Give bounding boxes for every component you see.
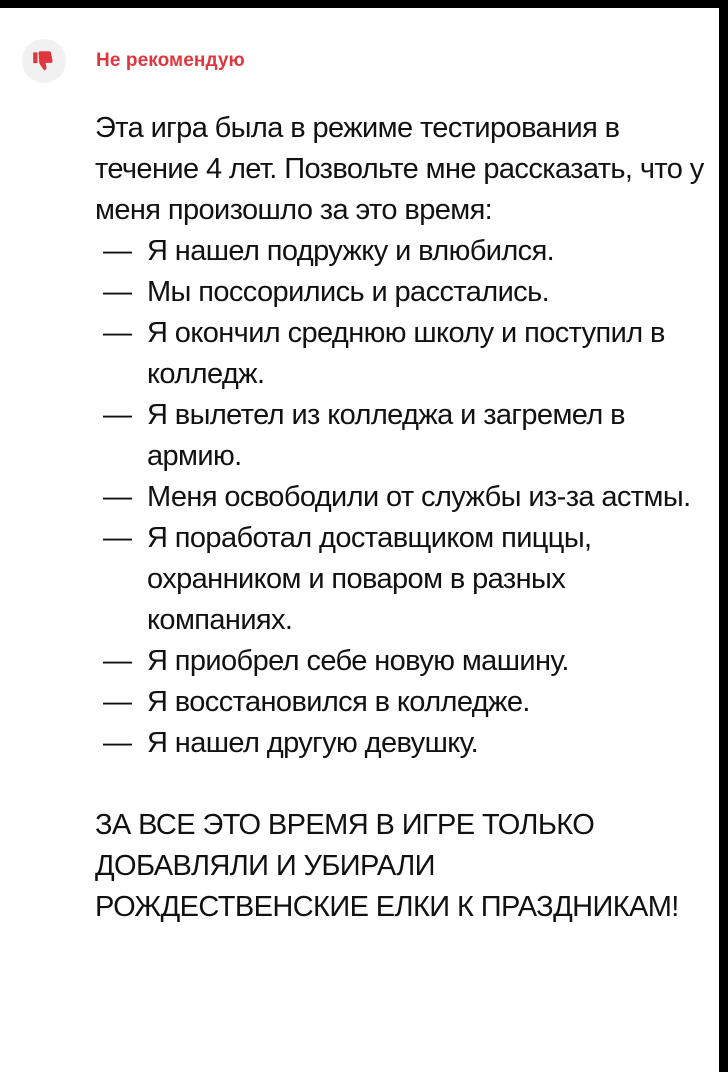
- list-item-text: Мы поссорились и расстались.: [147, 276, 550, 308]
- review-text: [95, 108, 705, 928]
- list-item: [95, 641, 705, 682]
- list-dash: —: [103, 235, 132, 267]
- list-dash: —: [103, 686, 132, 718]
- list-item: [95, 231, 705, 272]
- list-dash: —: [103, 727, 132, 759]
- review-intro: Эта игра была в режиме тестирования в течение 4 лет. Позвольте мне рассказать, что у меня произошло за это время:: [95, 112, 704, 226]
- list-item-text: Я восстановился в колледже.: [147, 686, 530, 718]
- list-dash: —: [103, 645, 132, 677]
- review-conclusion: ЗА ВСЕ ЭТО ВРЕМЯ В ИГРЕ ТОЛЬКО ДОБАВЛЯЛИ И УБИРАЛИ РОЖДЕСТВЕНСКИЕ ЕЛКИ К ПРАЗДНИКАМ!: [95, 809, 679, 923]
- review-header: [22, 38, 245, 84]
- list-item-text: Я окончил среднюю школу и поступил в колледж.: [147, 317, 665, 390]
- list-item: [95, 682, 705, 723]
- list-dash: —: [103, 276, 132, 308]
- list-dash: —: [103, 399, 132, 431]
- list-dash: —: [103, 317, 132, 349]
- list-item: [95, 477, 705, 518]
- review-card: [0, 8, 719, 1072]
- list-item-text: Я приобрел себе новую машину.: [147, 645, 569, 677]
- list-item-text: Я нашел подружку и влюбился.: [147, 235, 555, 267]
- list-dash: —: [103, 481, 132, 513]
- list-item-text: Меня освободили от службы из-за астмы.: [147, 481, 691, 513]
- list-item: [95, 313, 705, 395]
- thumbs-down-icon: [31, 48, 57, 74]
- list-item: [95, 723, 705, 764]
- events-list: [95, 231, 705, 764]
- list-item-text: Я поработал доставщиком пиццы, охранником и поваром в разных компаниях.: [147, 522, 592, 636]
- verdict-icon-badge: [22, 39, 66, 83]
- list-item-text: Я вылетел из колледжа и загремел в армию.: [147, 399, 625, 472]
- verdict-label: Не рекомендую: [96, 50, 245, 71]
- list-item: [95, 272, 705, 313]
- list-item: [95, 395, 705, 477]
- list-item: [95, 518, 705, 641]
- list-dash: —: [103, 522, 132, 554]
- list-item-text: Я нашел другую девушку.: [147, 727, 479, 759]
